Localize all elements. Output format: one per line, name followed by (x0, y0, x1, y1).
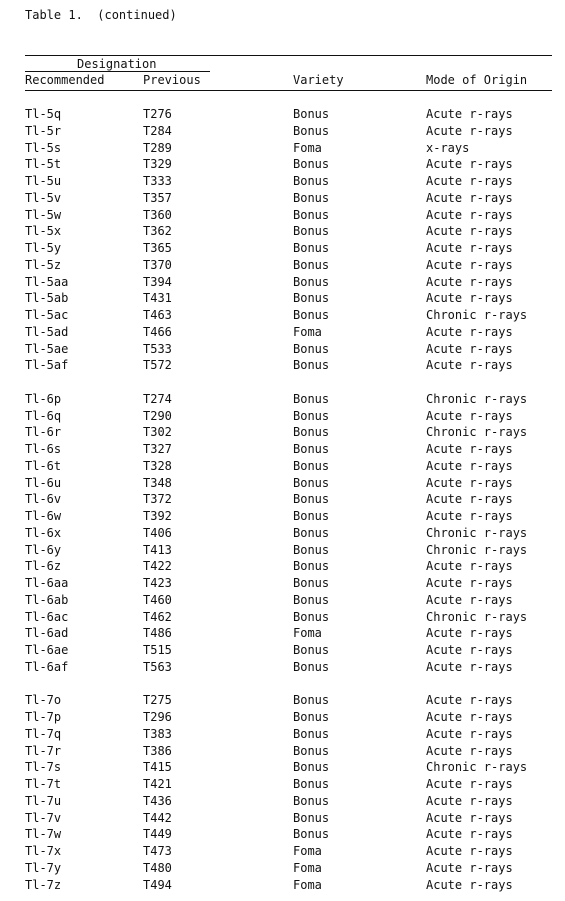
cell-previous: T275 (143, 693, 172, 708)
cell-recommended: Tl-6w (25, 509, 62, 523)
cell-previous: T406 (143, 525, 172, 540)
cell-recommended: Tl-7w (25, 827, 62, 842)
cell-mode-of-origin: Acute r-rays (426, 408, 513, 423)
cell-variety: Bonus (293, 308, 330, 322)
cell-mode-of-origin: Chronic r-rays (426, 609, 528, 624)
cell-recommended: Tl-6ac (25, 609, 69, 624)
table-row (0, 257, 565, 274)
cell-mode-of-origin: Acute r-rays (426, 458, 513, 473)
cell-variety: Foma (293, 324, 322, 339)
cell-recommended: Tl-7o (25, 693, 62, 708)
cell-mode-of-origin: x-rays (426, 140, 470, 155)
cell-mode-of-origin: Acute r-rays (426, 492, 513, 507)
cell-variety: Bonus (293, 743, 330, 758)
cell-mode-of-origin: Acute r-rays (426, 592, 513, 607)
table-caption: Table 1. (continued) (25, 8, 177, 22)
cell-variety: Bonus (293, 174, 330, 188)
cell-previous: T533 (143, 341, 172, 356)
table-row (0, 642, 565, 659)
table-row (0, 692, 565, 709)
cell-recommended: Tl-6ae (25, 643, 69, 657)
cell-recommended: Tl-6p (25, 391, 62, 406)
cell-previous: T422 (143, 559, 172, 574)
cell-mode-of-origin: Acute r-rays (426, 475, 513, 490)
table-row (0, 341, 565, 358)
cell-variety: Bonus (293, 224, 330, 239)
cell-previous: T284 (143, 123, 172, 138)
cell-variety: Bonus (293, 509, 330, 523)
cell-mode-of-origin: Acute r-rays (426, 877, 513, 892)
cell-variety: Bonus (293, 157, 330, 172)
table-row (0, 424, 565, 441)
cell-previous: T449 (143, 827, 172, 842)
cell-recommended: Tl-6ad (25, 626, 69, 641)
cell-recommended: Tl-6z (25, 559, 62, 574)
table-row (0, 441, 565, 458)
cell-variety: Bonus (293, 341, 330, 356)
table-row (0, 592, 565, 609)
cell-mode-of-origin: Acute r-rays (426, 860, 513, 875)
cell-variety: Bonus (293, 710, 330, 724)
cell-previous: T563 (143, 659, 172, 674)
table-row (0, 625, 565, 642)
cell-variety: Bonus (293, 257, 330, 272)
cell-recommended: Tl-6u (25, 475, 62, 490)
cell-previous: T494 (143, 877, 172, 892)
cell-mode-of-origin: Chronic r-rays (426, 760, 528, 775)
cell-recommended: Tl-5ad (25, 324, 69, 339)
cell-variety: Bonus (293, 190, 330, 205)
table-row (0, 274, 565, 291)
cell-variety: Bonus (293, 492, 330, 507)
header-recommended: Recommended (25, 73, 105, 87)
cell-variety: Bonus (293, 408, 330, 423)
table-row (0, 525, 565, 542)
cell-previous: T370 (143, 257, 172, 272)
table-row (0, 123, 565, 140)
table-row (0, 223, 565, 240)
cell-recommended: Tl-7s (25, 760, 62, 775)
cell-recommended: Tl-6af (25, 659, 69, 674)
cell-mode-of-origin: Acute r-rays (426, 107, 513, 121)
table-row (0, 609, 565, 626)
cell-previous: T333 (143, 174, 172, 188)
cell-variety: Bonus (293, 609, 330, 624)
cell-mode-of-origin: Acute r-rays (426, 844, 513, 858)
table-row (0, 106, 565, 123)
cell-previous: T386 (143, 743, 172, 758)
table-row (0, 475, 565, 492)
header-previous: Previous (143, 73, 201, 87)
cell-variety: Bonus (293, 442, 330, 456)
cell-mode-of-origin: Acute r-rays (426, 123, 513, 138)
cell-recommended: Tl-6ab (25, 592, 69, 607)
table-row (0, 843, 565, 860)
cell-mode-of-origin: Acute r-rays (426, 442, 513, 456)
cell-recommended: Tl-7x (25, 844, 62, 858)
column-header-row (0, 72, 565, 89)
cell-variety: Bonus (293, 475, 330, 490)
cell-mode-of-origin: Acute r-rays (426, 777, 513, 791)
cell-variety: Bonus (293, 241, 330, 255)
cell-mode-of-origin: Acute r-rays (426, 241, 513, 255)
cell-recommended: Tl-6v (25, 492, 62, 507)
cell-recommended: Tl-5q (25, 107, 62, 121)
cell-mode-of-origin: Acute r-rays (426, 743, 513, 758)
table-row (0, 156, 565, 173)
cell-previous: T431 (143, 291, 172, 306)
cell-recommended: Tl-5t (25, 157, 62, 172)
cell-recommended: Tl-5y (25, 241, 62, 255)
cell-recommended: Tl-6t (25, 458, 62, 473)
cell-previous: T480 (143, 860, 172, 875)
cell-variety: Bonus (293, 525, 330, 540)
cell-previous: T357 (143, 190, 172, 205)
cell-recommended: Tl-5r (25, 123, 62, 138)
cell-mode-of-origin: Acute r-rays (426, 693, 513, 708)
cell-recommended: Tl-5af (25, 358, 69, 373)
cell-recommended: Tl-7z (25, 877, 62, 892)
cell-mode-of-origin: Acute r-rays (426, 793, 513, 808)
cell-mode-of-origin: Acute r-rays (426, 174, 513, 188)
cell-mode-of-origin: Acute r-rays (426, 810, 513, 825)
cell-recommended: Tl-5aa (25, 274, 69, 289)
designation-group-header: Designation (77, 57, 157, 71)
cell-variety: Bonus (293, 777, 330, 791)
cell-recommended: Tl-5ab (25, 291, 69, 306)
cell-recommended: Tl-7u (25, 793, 62, 808)
cell-previous: T442 (143, 810, 172, 825)
cell-recommended: Tl-5s (25, 140, 62, 155)
cell-variety: Bonus (293, 542, 330, 557)
cell-variety: Bonus (293, 827, 330, 842)
table-row (0, 190, 565, 207)
cell-previous: T473 (143, 844, 172, 858)
table-row (0, 659, 565, 676)
cell-recommended: Tl-6x (25, 525, 62, 540)
cell-variety: Foma (293, 844, 322, 858)
cell-previous: T392 (143, 509, 172, 523)
table-row (0, 860, 565, 877)
cell-mode-of-origin: Acute r-rays (426, 626, 513, 641)
cell-recommended: Tl-6y (25, 542, 62, 557)
cell-previous: T421 (143, 777, 172, 791)
table-row (0, 290, 565, 307)
cell-mode-of-origin: Acute r-rays (426, 224, 513, 239)
cell-variety: Bonus (293, 391, 330, 406)
cell-previous: T276 (143, 107, 172, 121)
cell-recommended: Tl-6q (25, 408, 62, 423)
cell-recommended: Tl-5ac (25, 308, 69, 322)
cell-recommended: Tl-5x (25, 224, 62, 239)
table-row (0, 877, 565, 894)
cell-mode-of-origin: Acute r-rays (426, 341, 513, 356)
cell-previous: T328 (143, 458, 172, 473)
cell-mode-of-origin: Acute r-rays (426, 257, 513, 272)
cell-previous: T289 (143, 140, 172, 155)
header-variety: Variety (293, 73, 344, 87)
table-row (0, 357, 565, 374)
cell-mode-of-origin: Acute r-rays (426, 207, 513, 222)
cell-recommended: Tl-5u (25, 174, 62, 188)
cell-mode-of-origin: Chronic r-rays (426, 525, 528, 540)
cell-previous: T572 (143, 358, 172, 373)
cell-variety: Bonus (293, 693, 330, 708)
cell-previous: T274 (143, 391, 172, 406)
cell-variety: Bonus (293, 123, 330, 138)
table-row (0, 307, 565, 324)
table-row (0, 408, 565, 425)
header-mode-of-origin: Mode of Origin (426, 73, 528, 87)
cell-recommended: Tl-6aa (25, 576, 69, 590)
cell-variety: Bonus (293, 291, 330, 306)
table-body (0, 106, 565, 896)
table-row (0, 810, 565, 827)
cell-previous: T515 (143, 643, 172, 657)
cell-previous: T413 (143, 542, 172, 557)
cell-previous: T423 (143, 576, 172, 590)
cell-mode-of-origin: Acute r-rays (426, 726, 513, 741)
cell-previous: T362 (143, 224, 172, 239)
cell-previous: T327 (143, 442, 172, 456)
cell-previous: T415 (143, 760, 172, 775)
table-row (0, 207, 565, 224)
cell-recommended: Tl-6r (25, 425, 62, 440)
cell-previous: T436 (143, 793, 172, 808)
cell-mode-of-origin: Acute r-rays (426, 710, 513, 724)
cell-variety: Foma (293, 860, 322, 875)
cell-variety: Bonus (293, 425, 330, 440)
cell-previous: T460 (143, 592, 172, 607)
cell-variety: Foma (293, 140, 322, 155)
cell-previous: T302 (143, 425, 172, 440)
table-row (0, 776, 565, 793)
cell-mode-of-origin: Acute r-rays (426, 827, 513, 842)
cell-variety: Bonus (293, 659, 330, 674)
table-row (0, 508, 565, 525)
cell-variety: Bonus (293, 107, 330, 121)
cell-previous: T486 (143, 626, 172, 641)
table-row (0, 826, 565, 843)
cell-variety: Bonus (293, 643, 330, 657)
cell-previous: T329 (143, 157, 172, 172)
cell-mode-of-origin: Acute r-rays (426, 509, 513, 523)
cell-recommended: Tl-7r (25, 743, 62, 758)
cell-mode-of-origin: Acute r-rays (426, 659, 513, 674)
cell-previous: T463 (143, 308, 172, 322)
table-row (0, 575, 565, 592)
cell-recommended: Tl-5v (25, 190, 62, 205)
cell-recommended: Tl-5ae (25, 341, 69, 356)
cell-mode-of-origin: Acute r-rays (426, 576, 513, 590)
cell-mode-of-origin: Acute r-rays (426, 190, 513, 205)
cell-mode-of-origin: Acute r-rays (426, 358, 513, 373)
cell-mode-of-origin: Chronic r-rays (426, 308, 528, 322)
cell-mode-of-origin: Chronic r-rays (426, 425, 528, 440)
cell-recommended: Tl-6s (25, 442, 62, 456)
table-row (0, 793, 565, 810)
cell-previous: T466 (143, 324, 172, 339)
cell-mode-of-origin: Acute r-rays (426, 559, 513, 574)
cell-variety: Bonus (293, 559, 330, 574)
cell-previous: T365 (143, 241, 172, 255)
cell-previous: T462 (143, 609, 172, 624)
cell-variety: Bonus (293, 274, 330, 289)
cell-variety: Bonus (293, 760, 330, 775)
cell-mode-of-origin: Acute r-rays (426, 157, 513, 172)
cell-variety: Bonus (293, 592, 330, 607)
cell-previous: T383 (143, 726, 172, 741)
cell-previous: T360 (143, 207, 172, 222)
table-row (0, 140, 565, 157)
cell-previous: T348 (143, 475, 172, 490)
cell-previous: T372 (143, 492, 172, 507)
table-row (0, 726, 565, 743)
cell-recommended: Tl-7t (25, 777, 62, 791)
table-row (0, 391, 565, 408)
table-row (0, 759, 565, 776)
cell-recommended: Tl-5w (25, 207, 62, 222)
table-row (0, 240, 565, 257)
table-row (0, 491, 565, 508)
cell-variety: Bonus (293, 358, 330, 373)
cell-variety: Bonus (293, 207, 330, 222)
table-row (0, 173, 565, 190)
table-row (0, 324, 565, 341)
cell-mode-of-origin: Acute r-rays (426, 274, 513, 289)
table-row (0, 743, 565, 760)
cell-mode-of-origin: Acute r-rays (426, 643, 513, 657)
cell-mode-of-origin: Chronic r-rays (426, 391, 528, 406)
cell-mode-of-origin: Chronic r-rays (426, 542, 528, 557)
table-row (0, 709, 565, 726)
header-rule (25, 90, 552, 91)
cell-previous: T296 (143, 710, 172, 724)
cell-variety: Bonus (293, 810, 330, 825)
cell-recommended: Tl-7v (25, 810, 62, 825)
cell-recommended: Tl-5z (25, 257, 62, 272)
cell-variety: Bonus (293, 793, 330, 808)
cell-mode-of-origin: Acute r-rays (426, 291, 513, 306)
cell-previous: T394 (143, 274, 172, 289)
cell-variety: Bonus (293, 576, 330, 590)
cell-recommended: Tl-7y (25, 860, 62, 875)
table-row (0, 558, 565, 575)
cell-previous: T290 (143, 408, 172, 423)
cell-variety: Bonus (293, 726, 330, 741)
table-row (0, 542, 565, 559)
cell-mode-of-origin: Acute r-rays (426, 324, 513, 339)
cell-variety: Foma (293, 877, 322, 892)
cell-variety: Foma (293, 626, 322, 641)
cell-recommended: Tl-7p (25, 710, 62, 724)
cell-variety: Bonus (293, 458, 330, 473)
table-row (0, 458, 565, 475)
cell-recommended: Tl-7q (25, 726, 62, 741)
